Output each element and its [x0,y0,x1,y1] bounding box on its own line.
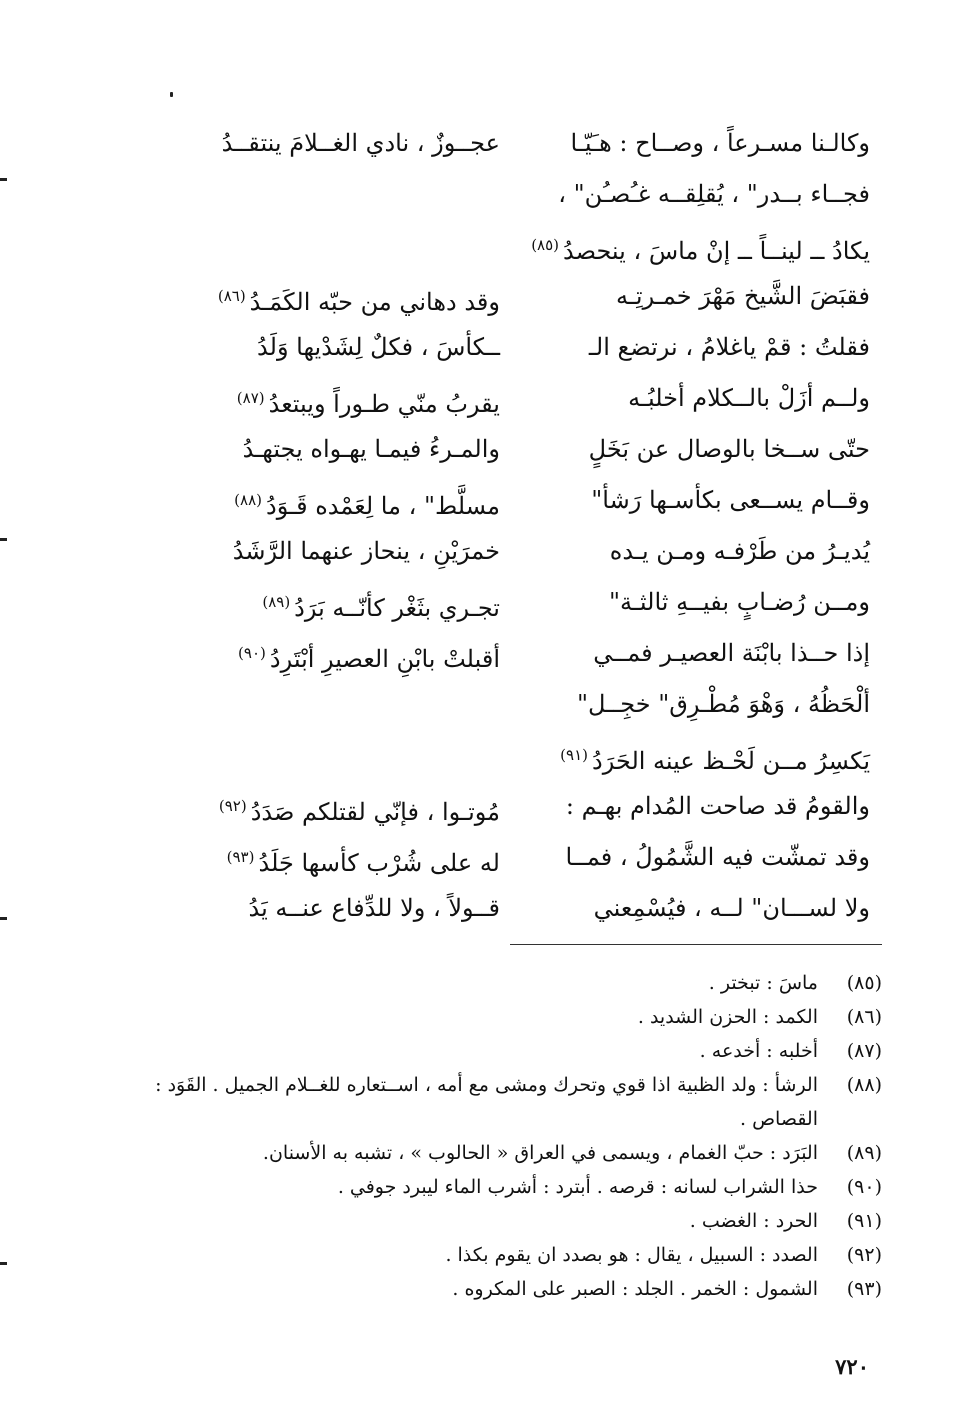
verse-first-hemistich: إذا حــذا بابْنَة العصيـر فمــي [593,639,870,667]
hemistich-text: مسلَّط" ، ما لِعَمْده قَـوَدُ [266,492,500,520]
footnote [130,1034,882,1068]
footnote-text: ماسَ : تبختر . [708,972,818,994]
footnote-ref: (٩٣) [226,848,255,866]
edge-mark [0,917,7,920]
verse-second-hemistich [237,373,500,430]
footnote-text: الرشأ : ولد الظبية اذا قوي وتحرك ومشى مع أمه ، اســتعاره للغــلام الجميل . القَوَد : القصاص . [155,1074,818,1130]
verse-first-hemistich: فقلتُ : قمْ ياغلامُ ، نرتضع الـ [588,333,870,361]
page-dot [170,92,173,97]
hemistich-text: قــولاً ، ولا للدِّفاع عنــه يَدُ [248,894,500,922]
footnote-number: (٨٨) [846,1074,882,1096]
footnote-text: الكمد : الحزن الشديد . [637,1006,818,1028]
verse-line [150,424,870,475]
footnote-ref: (٩٢) [218,797,247,815]
verse-line [150,577,870,628]
footnote [130,1136,882,1170]
verse-first-hemistich: ومــن رُضـابٍ بفيــهِ ثالثـة" [608,588,870,616]
edge-mark [0,178,7,181]
hemistich-text: له على شُرْب كأسها جَلَدُ [258,849,500,877]
footnote-number: (٩٣) [846,1278,882,1300]
hemistich-text: والمـرءُ فيمـا يهـواه يجتهـدُ [242,435,500,463]
hemistich-text: خمرَيْنِ ، ينحاز عنهما الرَّشَدُ [232,537,500,565]
verse-line [150,781,870,832]
verse-line [150,883,870,934]
footnote-number: (٨٥) [846,972,882,994]
verse-line [150,322,870,373]
footnote [130,1204,882,1238]
footnote-text: أخلبه : أخدعه . [699,1040,818,1062]
verse-first-hemistich: يُديـرُ من طَرْفـه ومـن يـده [609,537,870,565]
footnote-number: (٨٧) [846,1040,882,1062]
verse-first-hemistich: والقومُ قد صاحت المُدام بهـم : [565,792,870,820]
edge-mark [0,1262,7,1265]
footnotes [130,966,882,1306]
footnote-number: (٨٦) [846,1006,882,1028]
verse-line [150,271,870,322]
verse-first-hemistich: وقد تمشّت فيه الشَّمُولُ ، فمــا [565,843,870,871]
footnote-text: حذا الشراب لسانه : قرصه . أبترد : أشرب الماء ليبرد جوفي . [337,1176,818,1198]
footnote-ref: (٨٧) [236,389,265,407]
footnote-ref: (٩١) [560,746,589,764]
verse-text: فجــاء بــدر" ، يُقلِقــه غـُصـُن" ، [558,180,870,208]
verse-text [531,220,870,277]
verse-line [150,475,870,526]
page-number: ٧٢٠ [835,1354,869,1379]
verse-line [150,679,870,730]
verse-second-hemistich [238,628,500,685]
verse-first-hemistich: ولا لســـان" لــه ، فيُسْمِعني [593,894,870,922]
verse-second-hemistich [227,832,500,889]
verse-line [150,118,870,169]
verse-second-hemistich [234,475,500,532]
footnote-ref: (٨٩) [262,593,291,611]
verse-first-hemistich: وقــام يســعى بكأسـها رَشأ" [591,486,870,514]
footnote-number: (٩٢) [846,1244,882,1266]
verse-text-body: يَكسِرُ مــن لَحْـظ عينه الحَرَدُ [592,747,870,775]
verse-line [150,373,870,424]
verse-line [150,730,870,781]
footnote-ref: (٨٥) [531,236,560,254]
verse-second-hemistich [257,322,500,373]
hemistich-text: مُوتـوا ، فإنّي لقتلكم صَدَدُ [250,798,500,826]
footnote [130,1272,882,1306]
verse-first-hemistich: حتّى ســخا بالوصال عن بَخَلٍ [588,435,870,463]
footnote [130,1068,882,1136]
verse-second-hemistich [219,781,500,838]
footnote-ref: (٩٠) [238,644,266,662]
verse-second-hemistich [222,118,500,169]
verse-second-hemistich [262,577,500,634]
footnote [130,1000,882,1034]
footnote-text: الشمول : الخمر . الجلد : الصبر على المكروه . [452,1278,818,1300]
footnote-text: الحرد : الغضب . [689,1210,818,1232]
verse-line [150,628,870,679]
verse-first-hemistich: ولــم أزَلْ بالــكلام أخلبُـه [628,384,870,412]
footnote-ref: (٨٦) [217,287,246,305]
hemistich-text: ــكأسَ ، فكلٌ لِشَدْيها وَلَدُ [257,333,500,361]
verse-line [150,220,870,271]
footnote-number: (٩١) [846,1210,882,1232]
hemistich-text: عجــوزٌ ، نادي الغــلامَ ينتقــدُ [221,129,500,157]
footnote-text: الصدد : السبيل ، يقال : هو بصدد ان يقوم بكذا . [445,1244,818,1266]
footnote [130,1238,882,1272]
verse-first-hemistich: فقبَضَ الشَّيخ مَهْرَ خمـرتِـه [616,282,870,310]
footnote [130,966,882,1000]
footnote-ref: (٨٨) [234,491,262,509]
edge-mark [0,538,7,541]
verse-line [150,169,870,220]
footnote-number: (٨٩) [846,1142,882,1164]
verse-text [560,730,870,787]
hemistich-text: يقربُ منّي طـوراً ويبتعدُ [268,390,500,418]
verse-second-hemistich [233,526,500,577]
hemistich-text: أقبلتْ بابْنِ العصيرِ أبْتَرِدُ [269,645,500,673]
hemistich-text: تجـري بثَغْر كأنّــه بَرَدُ [294,594,500,622]
poem-body [150,118,870,934]
verse-line [150,526,870,577]
verse-second-hemistich [248,883,500,934]
verse-text-body: يكادُ ــ لينــاً ــ إنْ ماسَ ، ينحصدُ [563,237,870,265]
footnote-number: (٩٠) [846,1176,882,1198]
verse-text: ألْحَظُهُ ، وَهْوَ مُطْـرِق" خجِــل" [576,690,870,718]
footnote-text: البَرَد : حبّ الغمام ، ويسمى في العراق « الحالوب » ، تشبه به الأسنان. [262,1142,818,1164]
footnote [130,1170,882,1204]
verse-second-hemistich [218,271,500,328]
verse-line [150,832,870,883]
hemistich-text: وقد دهاني من حبّه الكَمَـدُ [249,288,500,316]
verse-second-hemistich [243,424,500,475]
verse-first-hemistich: وكالـنا مسـرعاً ، وصــاح : هـَيّـا [570,129,870,157]
footnote-separator [510,944,882,945]
